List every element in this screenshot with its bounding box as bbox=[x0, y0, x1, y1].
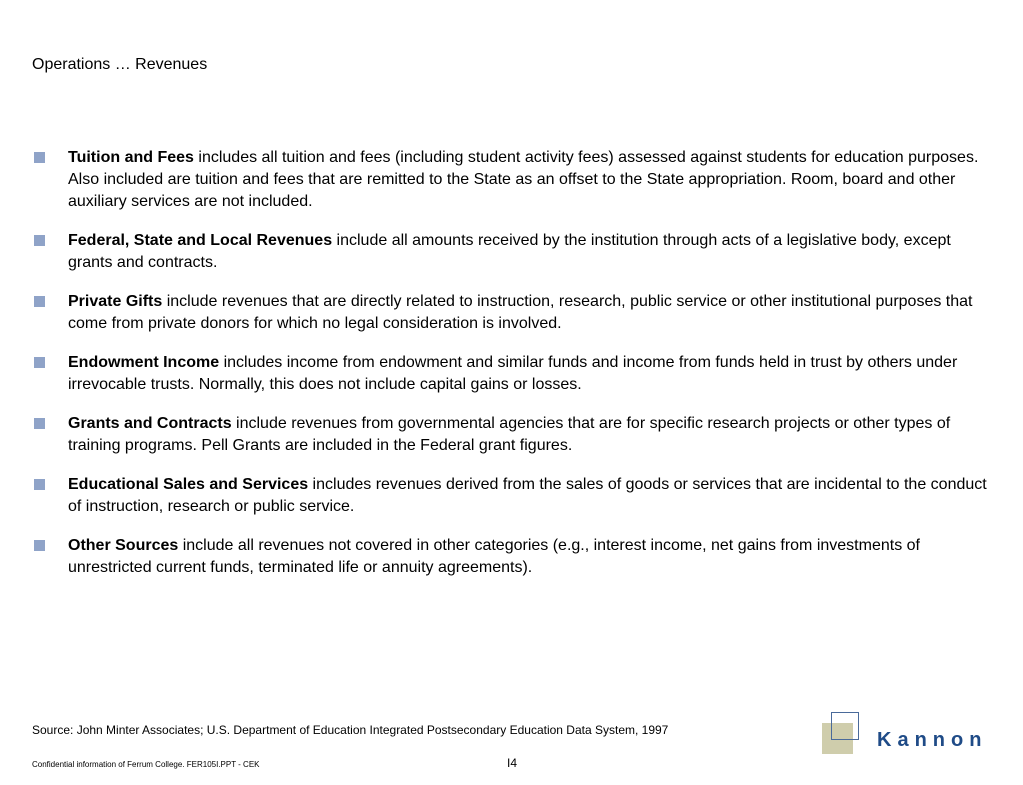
bullet-item-federal-state-local-revenues bbox=[34, 230, 994, 274]
square-bullet-icon bbox=[34, 296, 45, 307]
bullet-text: include all amounts received by the institution through acts of a legislative body, except grants and contracts. bbox=[68, 232, 951, 271]
bullet-term: Federal, State and Local Revenues bbox=[68, 232, 333, 249]
bullet-term: Private Gifts bbox=[68, 293, 163, 310]
square-bullet-icon bbox=[34, 418, 45, 429]
bullet-text: includes all tuition and fees (including student activity fees) assessed against students for education purposes. Also included are tuition and fees that are remitted to the State as an offset to the State appropriation. Room, board and other auxiliary services are not included. bbox=[68, 149, 979, 210]
square-bullet-icon bbox=[34, 235, 45, 246]
footer-confidential: Confidential information of Ferrum College. FER105I.PPT - CEK bbox=[32, 760, 260, 769]
bullet-text: includes income from endowment and similar funds and income from funds held in trust by others under irrevocable trusts. Normally, this does not include capital gains or losses. bbox=[68, 354, 958, 393]
logo-wordmark: Kannon bbox=[877, 729, 988, 751]
bullet-item-private-gifts bbox=[34, 291, 994, 335]
square-bullet-icon bbox=[34, 479, 45, 490]
bullet-term: Tuition and Fees bbox=[68, 149, 194, 166]
bullet-list bbox=[34, 147, 994, 596]
bullet-item-tuition-and-fees bbox=[34, 147, 994, 213]
square-bullet-icon bbox=[34, 540, 45, 551]
source-note: Source: John Minter Associates; U.S. Department of Education Integrated Postsecondary Education Data System, 1997 bbox=[32, 723, 669, 737]
kannon-logo-icon bbox=[822, 712, 862, 754]
bullet-term: Educational Sales and Services bbox=[68, 476, 309, 493]
bullet-item-educational-sales-and-services bbox=[34, 474, 994, 518]
bullet-item-grants-and-contracts bbox=[34, 413, 994, 457]
bullet-term: Grants and Contracts bbox=[68, 415, 232, 432]
square-bullet-icon bbox=[34, 357, 45, 368]
bullet-term: Other Sources bbox=[68, 537, 179, 554]
bullet-text: include revenues that are directly related to instruction, research, public service or other institutional purposes that come from private donors for which no legal consideration is involved. bbox=[68, 293, 973, 332]
bullet-item-other-sources bbox=[34, 535, 994, 579]
square-bullet-icon bbox=[34, 152, 45, 163]
bullet-item-endowment-income bbox=[34, 352, 994, 396]
bullet-term: Endowment Income bbox=[68, 354, 220, 371]
logo-square-outline bbox=[831, 712, 859, 740]
bullet-text: include revenues from governmental agencies that are for specific research projects or other types of training programs. Pell Grants are included in the Federal grant figures. bbox=[68, 415, 951, 454]
page-number: I4 bbox=[507, 756, 518, 770]
kannon-logo bbox=[822, 712, 992, 758]
bullet-text: include all revenues not covered in other categories (e.g., interest income, net gains from investments of unrestricted current funds, terminated life or annuity agreements). bbox=[68, 537, 920, 576]
bullet-text: includes revenues derived from the sales of goods or services that are incidental to the conduct of instruction, research or public service. bbox=[68, 476, 987, 515]
slide-title: Operations … Revenues bbox=[32, 56, 208, 73]
